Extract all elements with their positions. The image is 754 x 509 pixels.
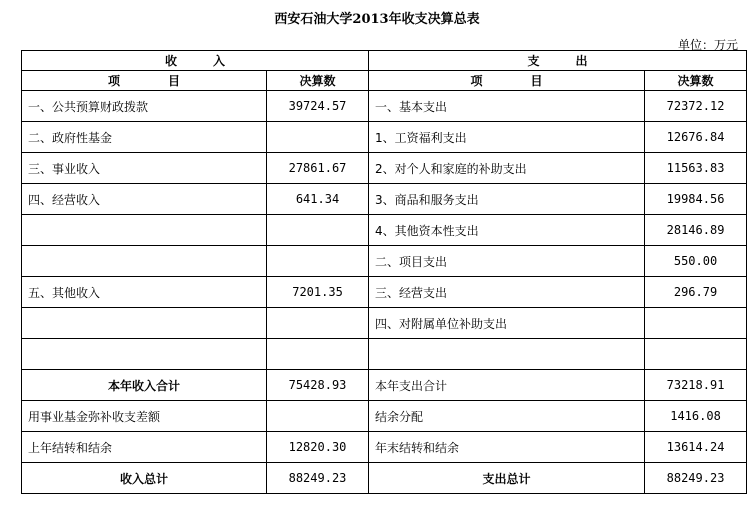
table-row — [22, 184, 747, 215]
income-item — [22, 308, 267, 339]
income-total-label: 收入总计 — [22, 463, 267, 494]
table-row — [22, 339, 747, 370]
income-item — [22, 246, 267, 277]
income-amount: 7201.35 — [267, 277, 369, 308]
table-row — [22, 277, 747, 308]
expense-item: 年末结转和结余 — [369, 432, 645, 463]
income-item: 二、政府性基金 — [22, 122, 267, 153]
income-amount: 27861.67 — [267, 153, 369, 184]
expense-section-header: 支 出 — [369, 51, 747, 71]
grand-total-row — [22, 463, 747, 494]
income-total-amount: 88249.23 — [267, 463, 369, 494]
expense-item: 2、对个人和家庭的补助支出 — [369, 153, 645, 184]
expense-item: 4、其他资本性支出 — [369, 215, 645, 246]
expense-item: 一、基本支出 — [369, 91, 645, 122]
expense-amount: 13614.24 — [645, 432, 747, 463]
table-row — [22, 246, 747, 277]
income-item: 一、公共预算财政拨款 — [22, 91, 267, 122]
expense-item-header: 项 目 — [369, 71, 645, 91]
expense-amount: 11563.83 — [645, 153, 747, 184]
income-item-header: 项 目 — [22, 71, 267, 91]
income-amount: 641.34 — [267, 184, 369, 215]
income-amount — [267, 122, 369, 153]
income-amount — [267, 308, 369, 339]
expense-amount: 550.00 — [645, 246, 747, 277]
income-section-header: 收 入 — [22, 51, 369, 71]
income-amount: 39724.57 — [267, 91, 369, 122]
expense-subtotal-label: 本年支出合计 — [369, 370, 645, 401]
page-title: 西安石油大学2013年收支决算总表 — [274, 12, 480, 27]
expense-item: 二、项目支出 — [369, 246, 645, 277]
expense-amount: 19984.56 — [645, 184, 747, 215]
column-header-row — [22, 71, 747, 91]
income-subtotal-amount: 75428.93 — [267, 370, 369, 401]
expense-total-amount: 88249.23 — [645, 463, 747, 494]
expense-item: 结余分配 — [369, 401, 645, 432]
table-row — [22, 153, 747, 184]
expense-amount: 28146.89 — [645, 215, 747, 246]
expense-total-label: 支出总计 — [369, 463, 645, 494]
income-amount — [267, 215, 369, 246]
expense-item: 三、经营支出 — [369, 277, 645, 308]
income-amount — [267, 246, 369, 277]
expense-amount: 1416.08 — [645, 401, 747, 432]
income-item: 上年结转和结余 — [22, 432, 267, 463]
table-row — [22, 308, 747, 339]
budget-table — [21, 50, 747, 494]
table-row — [22, 215, 747, 246]
income-subtotal-label: 本年收入合计 — [22, 370, 267, 401]
section-header-row — [22, 51, 747, 71]
table-row — [22, 122, 747, 153]
income-item: 五、其他收入 — [22, 277, 267, 308]
expense-subtotal-amount: 73218.91 — [645, 370, 747, 401]
expense-item: 3、商品和服务支出 — [369, 184, 645, 215]
expense-amount: 12676.84 — [645, 122, 747, 153]
table-row — [22, 401, 747, 432]
expense-amount: 72372.12 — [645, 91, 747, 122]
expense-item: 四、对附属单位补助支出 — [369, 308, 645, 339]
unit-label: 单位：万元 — [677, 38, 738, 52]
expense-amount-header: 决算数 — [645, 71, 747, 91]
expense-amount: 296.79 — [645, 277, 747, 308]
income-amount: 12820.30 — [267, 432, 369, 463]
income-amount — [267, 339, 369, 370]
income-amount-header: 决算数 — [267, 71, 369, 91]
income-item: 用事业基金弥补收支差额 — [22, 401, 267, 432]
expense-item: 1、工资福利支出 — [369, 122, 645, 153]
table-row — [22, 432, 747, 463]
expense-amount — [645, 339, 747, 370]
expense-amount — [645, 308, 747, 339]
income-amount — [267, 401, 369, 432]
income-item: 四、经营收入 — [22, 184, 267, 215]
table-row — [22, 91, 747, 122]
expense-item — [369, 339, 645, 370]
income-subtotal-row — [22, 370, 747, 401]
income-item — [22, 339, 267, 370]
income-item — [22, 215, 267, 246]
income-item: 三、事业收入 — [22, 153, 267, 184]
